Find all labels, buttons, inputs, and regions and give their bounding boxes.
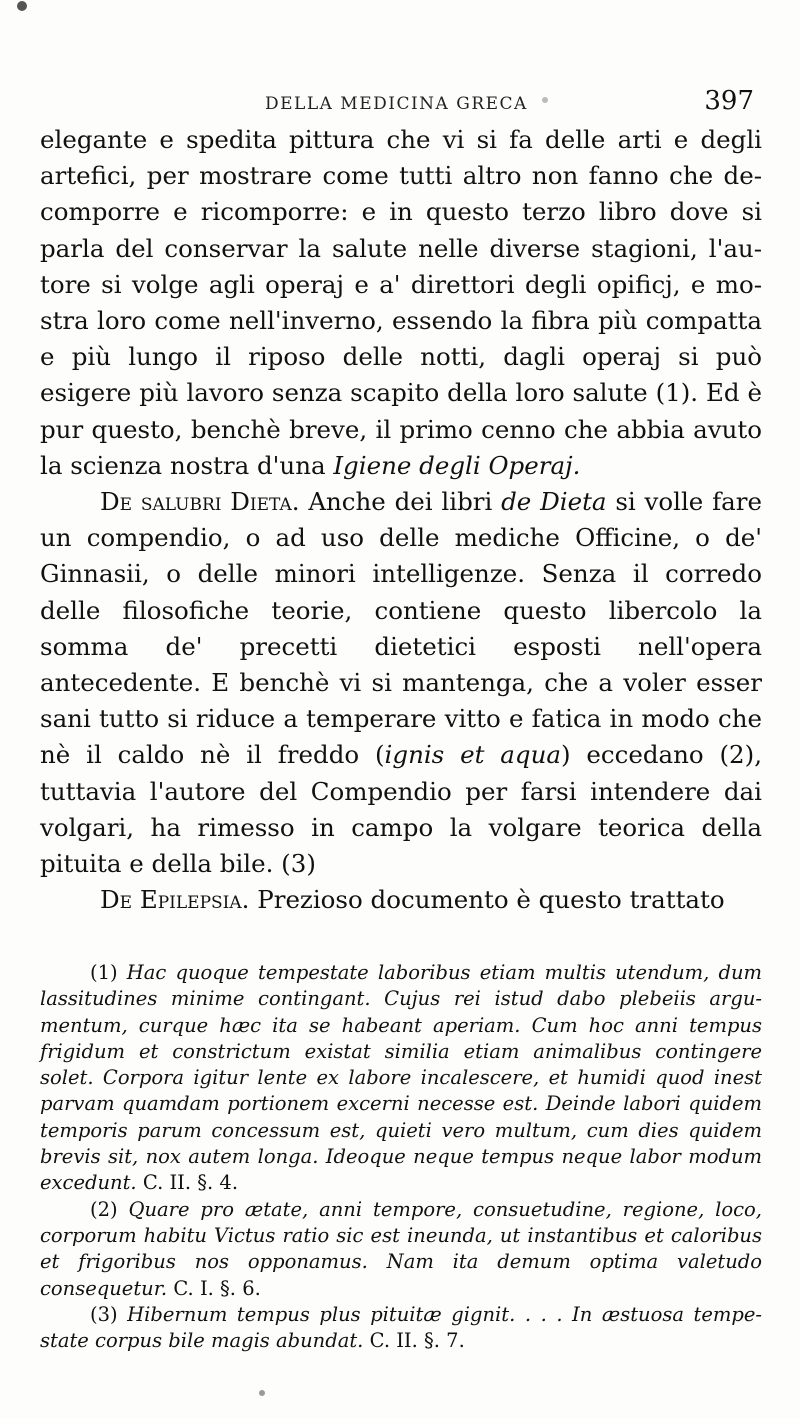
ink-speck: [17, 1, 27, 11]
paragraph-2-italic-1: de Dieta: [501, 487, 607, 517]
paragraph-2: [40, 484, 762, 882]
paragraph-1-italic: Igiene degli Operaj.: [333, 450, 581, 480]
page-number: 397: [704, 86, 754, 116]
page-header: [40, 86, 760, 122]
paragraph-2-text-c: ) eccedano (2), tuttavia l'autore del Compendio per farsi intendere dai volgari, ha rimesso in campo la volgare teorica della pituita e della bile. (3): [40, 740, 762, 879]
footnote-2-ref: C. I. §. 6.: [173, 1276, 261, 1300]
paragraph-1-text: elegante e spedita pittura che vi si fa delle arti e degli artefici, per mostrare come tutti altro non fanno che decomporre e ricomporre: e in questo terzo libro dove si parla del conservar la salute nelle diverse stagioni, l'autore si volge agli operaj e a' direttori degli opificj, e mostra loro come nell'inverno, essendo la fibra più compatta e più lungo il riposo delle notti, dagli operaj si può esigere più lavoro senza scapito della loro salute (1). Ed è pur questo, benchè breve, il primo cenno che abbia avuto la scienza nostra d'una: [40, 125, 762, 480]
running-head: DELLA MEDICINA GRECA: [265, 94, 528, 114]
footnote-3: [40, 1302, 762, 1355]
footnote-1-text: Hac quoque tempestate laboribus etiam multis utendum, dum lassitudines minime contingant. Cujus rei istud dabo plebeiis argumentum, curque hæc ita se habeant aperiam. Cum hoc anni tempus frigidum et constrictum existat similia etiam animalibus contingere solet. Corpora igitur lente ex labore incalescere, et humidi quod inest parvam quamdam portionem excerni necesse est. Deinde labori quidem temporis parum concessum est, quieti vero multum, cum dies quidem brevis sit, nox autem longa. Ideoque neque tempus neque labor modum excedunt.: [40, 961, 762, 1195]
paragraph-2-italic-2: ignis et aqua: [384, 740, 561, 770]
paragraph-1: [40, 122, 762, 484]
paragraph-3: [40, 882, 762, 918]
paragraph-3-text: Prezioso documento è questo trattato: [249, 885, 725, 915]
paragraph-2-text-b: si volle fare un compendio, o ad uso delle mediche Officine, o de' Ginnasii, o delle minori intelligenze. Senza il corredo delle filosofiche teorie, contiene questo libercolo la somma de' precetti dietetici esposti nell'opera antecedente. E benchè vi si mantenga, che a voler esser sani tutto si riduce a temperare vitto e fatica in modo che nè il caldo nè il freddo (: [40, 487, 762, 770]
footnote-2: [40, 1197, 762, 1302]
section-heading-de-salubri-dieta: De salubri Dieta.: [100, 487, 300, 517]
footnote-1-ref: C. II. §. 4.: [142, 1171, 239, 1195]
footnote-3-text: Hibernum tempus plus pituitæ gignit. . . . In æstuosa tempestate corpus bile magis abundat.: [40, 1302, 762, 1353]
footnote-1: [40, 960, 762, 1197]
section-heading-de-epilepsia: De Epilepsia.: [100, 885, 250, 915]
paragraph-2-text-a: Anche dei libri: [299, 487, 502, 517]
footnote-3-ref: C. II. §. 7.: [369, 1329, 465, 1353]
footnote-1-mark: (1): [90, 961, 118, 984]
footnote-2-mark: (2): [90, 1197, 118, 1221]
footnote-3-mark: (3): [90, 1302, 118, 1326]
main-text: [40, 122, 762, 918]
ink-speck: [259, 1390, 265, 1396]
footnotes: [40, 960, 762, 1354]
footnote-2-text: Quare pro ætate, anni tempore, consuetudine, regione, loco, corporum habitu Victus ratio sic est ineunda, ut instantibus et caloribus et frigoribus nos opponamus. Nam ita demum optima valetudo consequetur.: [40, 1197, 762, 1300]
